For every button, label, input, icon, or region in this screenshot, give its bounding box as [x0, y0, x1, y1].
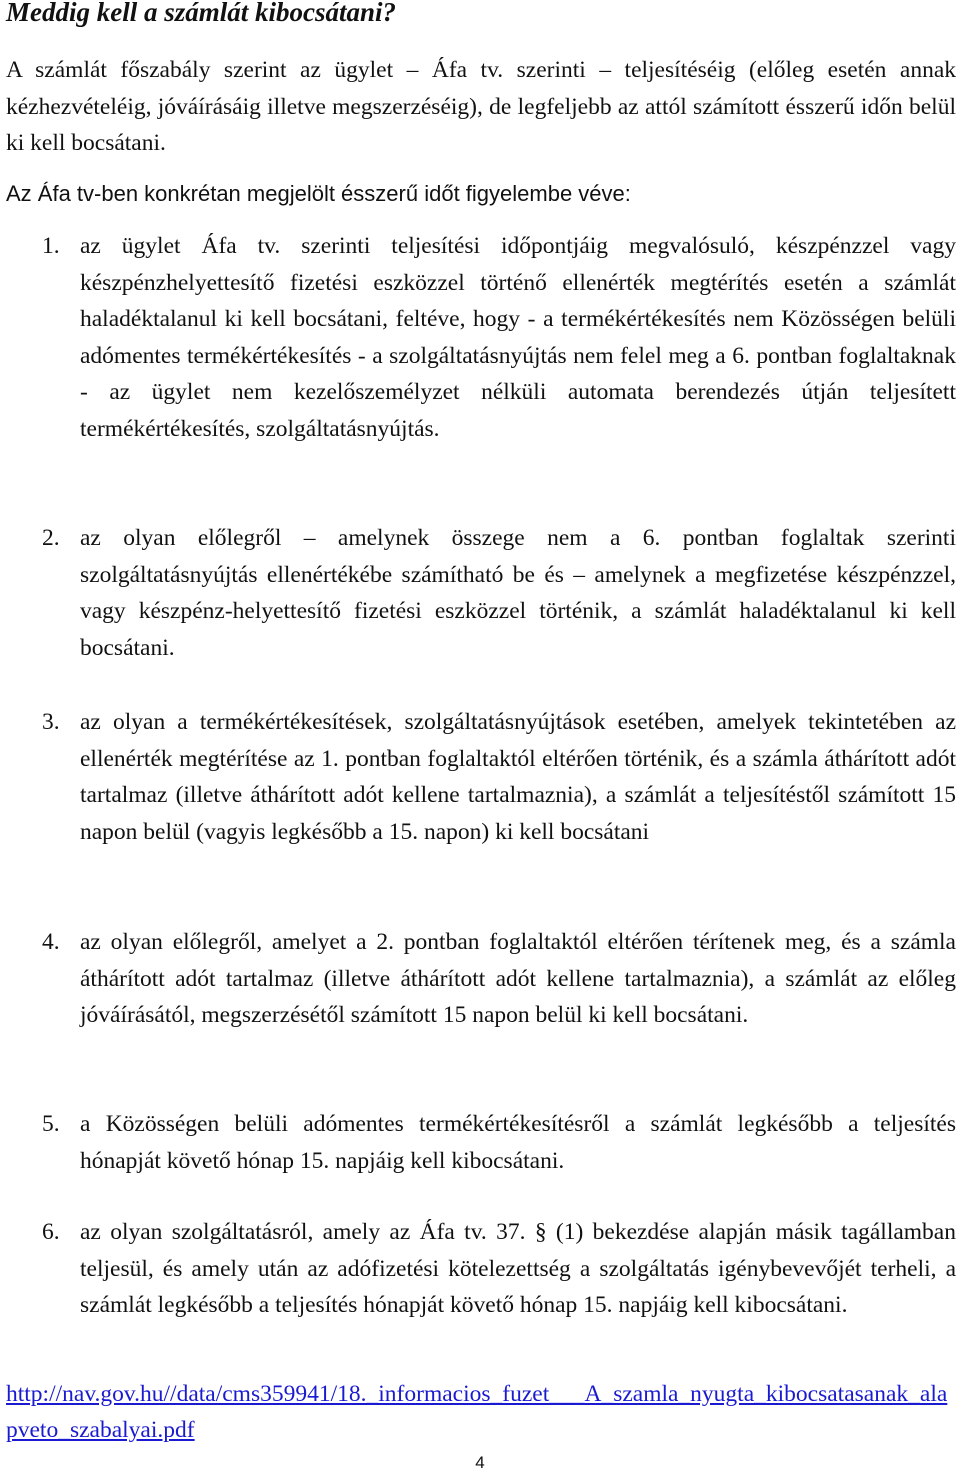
- list-item-number: 3.: [42, 709, 60, 735]
- lead-paragraph: Az Áfa tv-ben konkrétan megjelölt ésszerű időt figyelembe véve:: [6, 181, 631, 206]
- list-item-number: 1.: [42, 233, 60, 259]
- list-item-text: az olyan a termékértékesítések, szolgáltatásnyújtások esetében, amelyek tekintetében az ellenérték megtérítése az 1. pontban foglaltaktól eltérően történik, és a számla áthárított adót tartalmaz (illetve áthárított adót kellene tartalmaznia), a számlát a teljesítéstől számított 15 napon belül (vagyis legkésőbb a 15. napon) ki kell bocsátani: [80, 709, 956, 845]
- list-item-text: a Közösségen belüli adómentes termékértékesítésről a számlát legkésőbb a teljesítés hónapját követő hónap 15. napjáig kell kibocsátani.: [80, 1111, 956, 1174]
- list-item-number: 6.: [42, 1219, 60, 1245]
- list-item-number: 4.: [42, 929, 60, 955]
- list-item-text: az olyan előlegről – amelynek összege nem a 6. pontban foglaltak szerinti szolgáltatásnyújtás ellenértékébe számítható be és – amelynek a megfizetése készpénzzel, vagy készpénz-helyettesítő fizetési eszközzel történik, a számlát haladéktalanul ki kell bocsátani.: [80, 525, 956, 661]
- list-item-text: az ügylet Áfa tv. szerinti teljesítési időpontjáig megvalósuló, készpénzzel vagy készpénzhelyettesítő fizetési eszközzel történő ellenérték megtérítés esetén a számlát haladéktalanul ki kell bocsátani, feltéve, hogy - a termékértékesítés nem Közösségen belüli adómentes termékértékesítés - a szolgáltatásnyújtás nem felel meg a 6. pontban foglaltaknak - az ügylet nem kezelőszemélyzet nélküli automata berendezés útján teljesített termékértékesítés, szolgáltatásnyújtás.: [80, 233, 956, 442]
- list-item-number: 2.: [42, 525, 60, 551]
- page-number: 4: [475, 1453, 485, 1472]
- list-item-number: 5.: [42, 1111, 60, 1137]
- source-link[interactable]: http://nav.gov.hu//data/cms359941/18._informacios_fuzet___A_szamla_nyugta_kibocsatasanak_alapveto_szabalyai.pdf: [6, 1381, 948, 1443]
- intro-paragraph: A számlát főszabály szerint az ügylet – Áfa tv. szerinti – teljesítéséig (előleg esetén annak kézhezvételéig, jóváírásáig illetve megszerzéséig), de legfeljebb az attól számított ésszerű időn belül ki kell bocsátani.: [6, 57, 956, 156]
- list-item-text: az olyan előlegről, amelyet a 2. pontban foglaltaktól eltérően térítenek meg, és a számla áthárított adót tartalmaz (illetve áthárított adót kellene tartalmaznia), a számlát az előleg jóváírásától, megszerzésétől számított 15 napon belül ki kell bocsátani.: [80, 929, 956, 1028]
- page-heading: Meddig kell a számlát kibocsátani?: [6, 0, 397, 27]
- list-item-text: az olyan szolgáltatásról, amely az Áfa tv. 37. § (1) bekezdése alapján másik tagállamban teljesül, és amely után az adófizetési kötelezettség a szolgáltatás igénybevevőjét terheli, a számlát legkésőbb a teljesítés hónapját követő hónap 15. napjáig kell kibocsátani.: [80, 1219, 956, 1318]
